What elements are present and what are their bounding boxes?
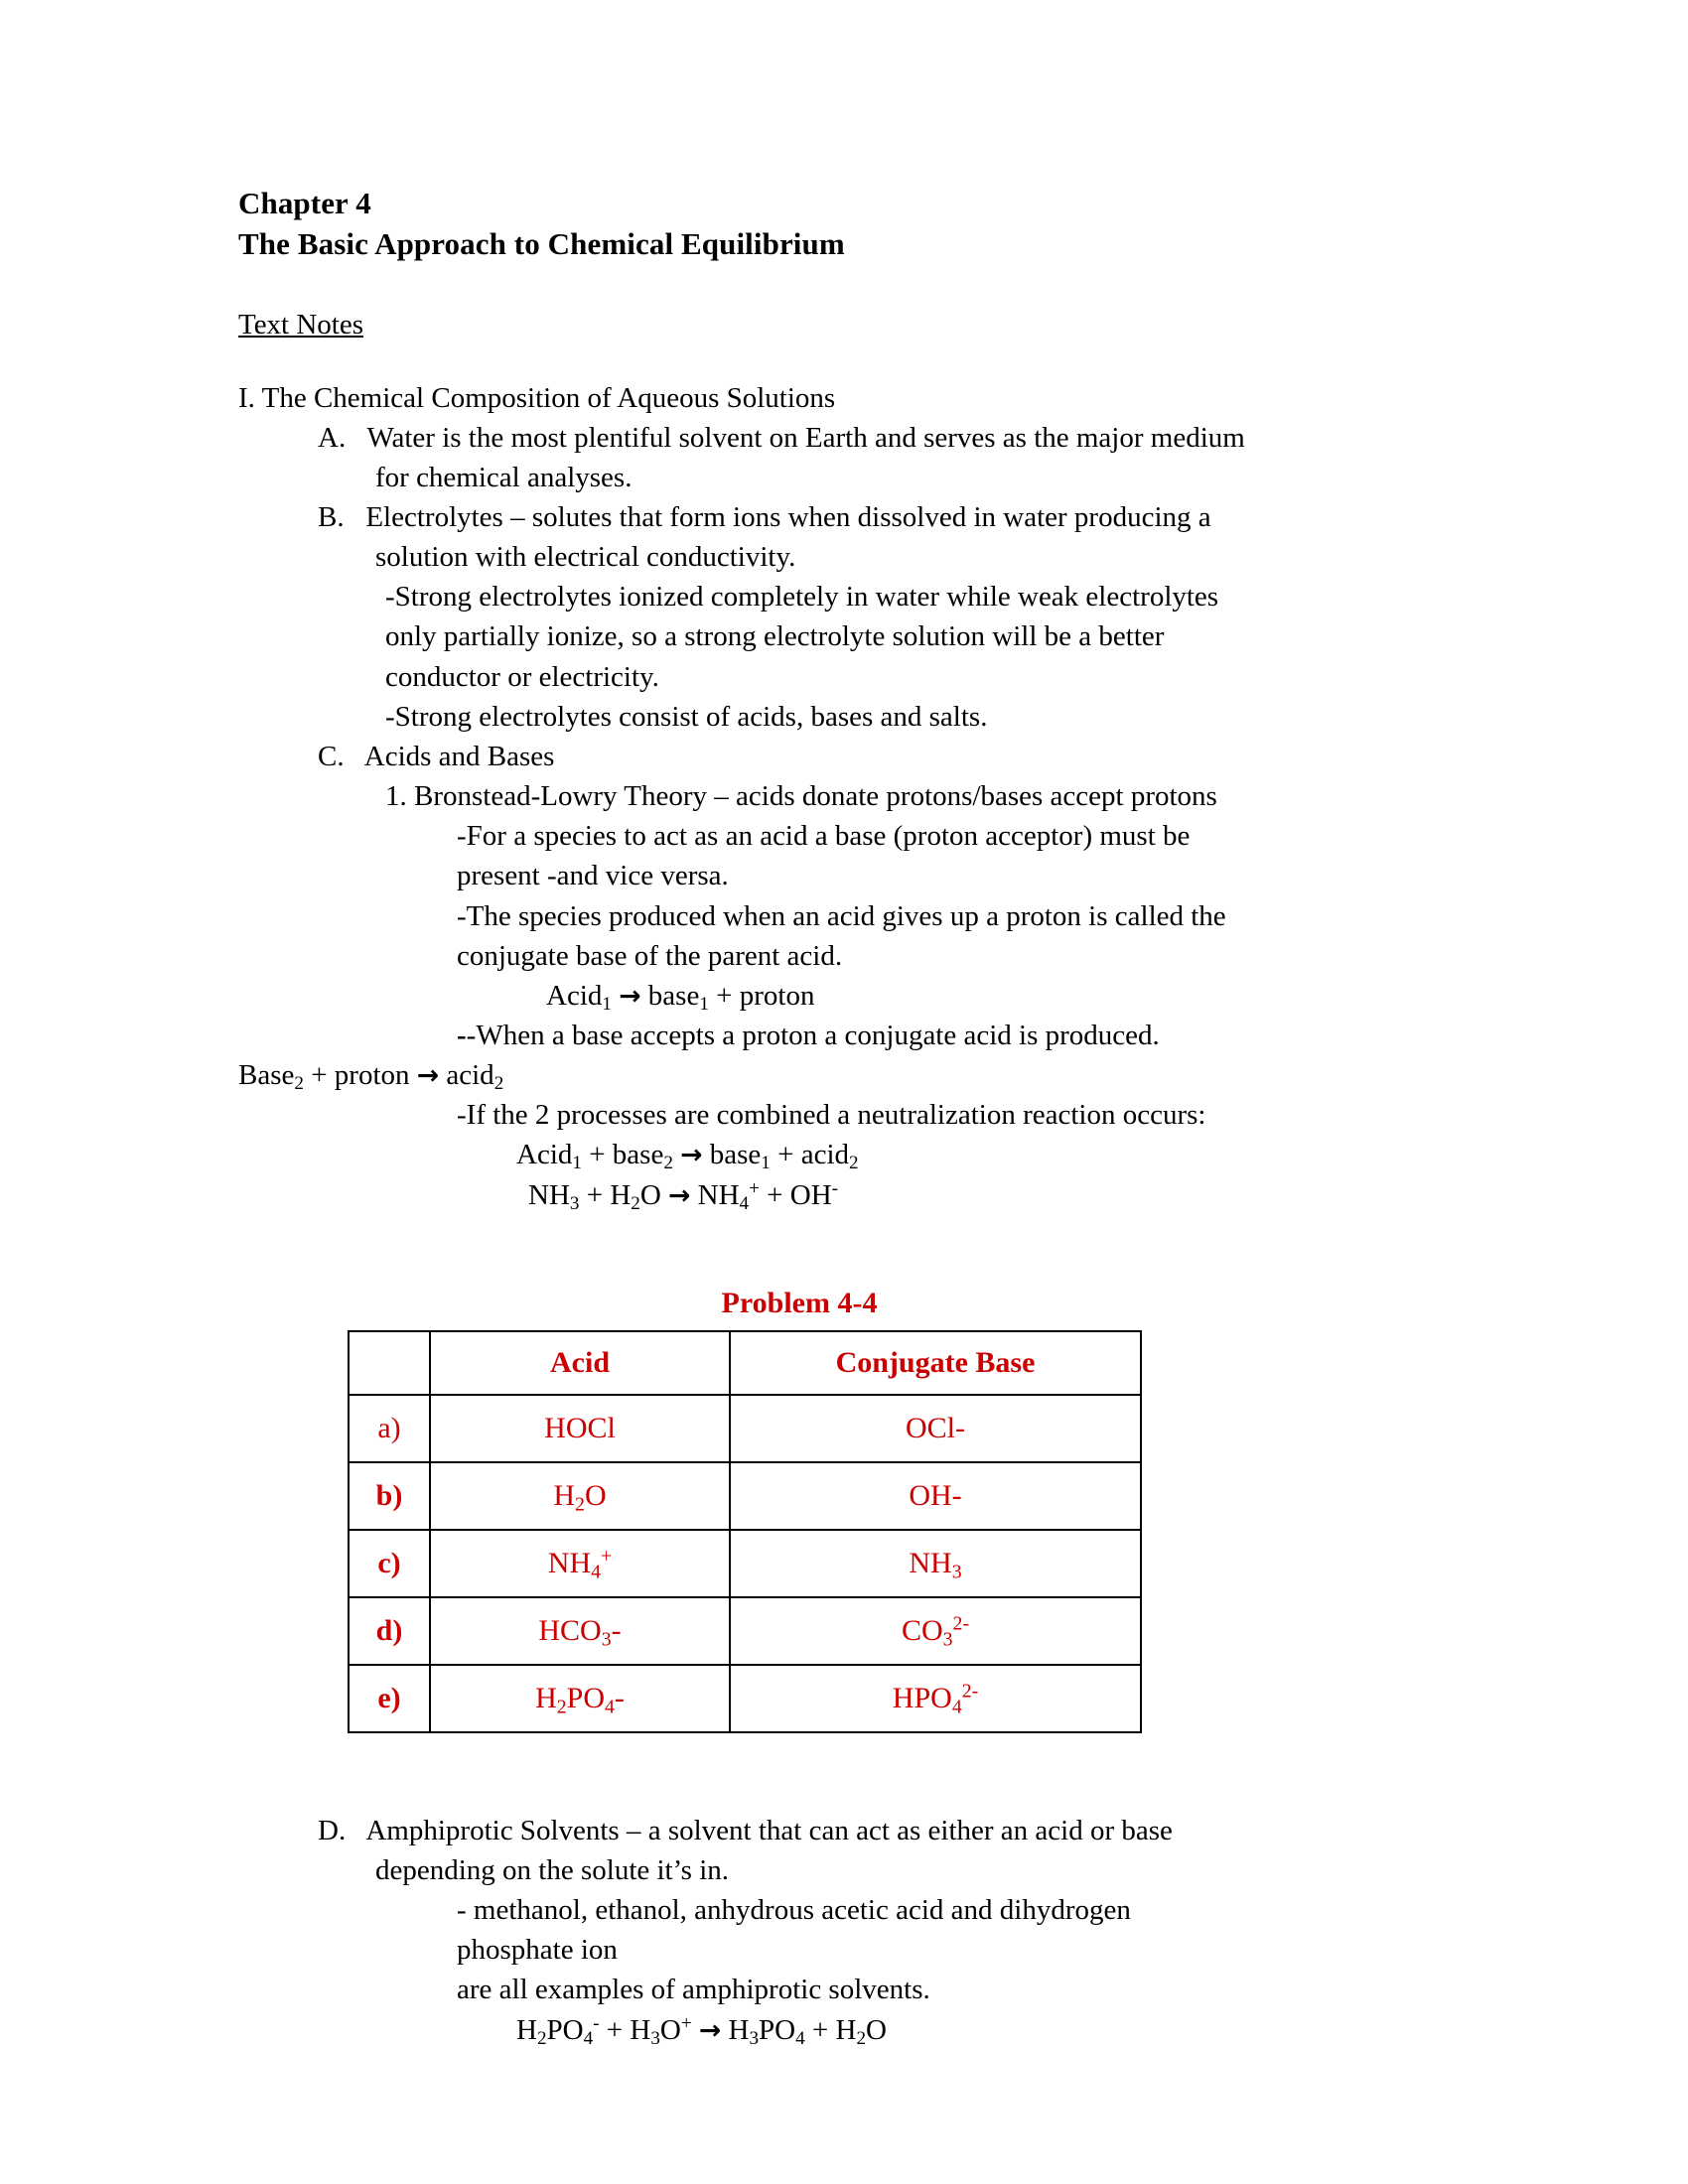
eq2-rhs: acid (446, 1059, 494, 1092)
outline-item-d-marker: D. (318, 1814, 347, 1846)
row-conj-e (730, 1665, 1141, 1732)
problem-table-section (348, 1287, 1142, 1733)
row-label-a: a) (349, 1395, 430, 1462)
text-notes-label: Text Notes (238, 308, 364, 341)
outline-item-d-text: Amphiprotic Solvents – a solvent that can act as either an acid or base (365, 1814, 1173, 1846)
formula-tail: - (611, 1613, 622, 1647)
right-arrow-icon: → (416, 1060, 440, 1092)
eq1-rhs2: proton (739, 979, 815, 1012)
row-acid-c (430, 1530, 730, 1597)
formula-sup: + (601, 1545, 613, 1568)
row-acid-e (430, 1665, 730, 1732)
formula-sub: 3 (951, 1561, 962, 1583)
eq3-plus2: + (777, 1139, 794, 1171)
outline-item-c1-dash1-line2: present -and vice versa. (457, 860, 729, 892)
eq4-d: OH (789, 1178, 832, 1211)
outline-item-a-line2: for chemical analyses. (375, 461, 633, 493)
formula-tail: O (584, 1478, 607, 1512)
eq5-c-sub2: 4 (795, 2027, 805, 2049)
document-title: The Basic Approach to Chemical Equilibrium (238, 225, 845, 261)
outline-item-d-dash-line1: - methanol, ethanol, anhydrous acetic acid and dihydrogen (457, 1894, 1131, 1927)
row-label-e: e) (349, 1665, 430, 1732)
eq3-d-sub: 2 (849, 1153, 859, 1174)
eq5-d-mid: O (866, 2013, 887, 2046)
row-label-c: c) (349, 1530, 430, 1597)
outline-item-c1-dash3 (457, 1016, 1420, 1055)
eq2-plus: + (311, 1059, 328, 1092)
problem-title: Problem 4-4 (721, 1286, 878, 1319)
eq3-c-sub: 1 (761, 1153, 771, 1174)
eq3-a-sub: 1 (572, 1153, 582, 1174)
outline-item-b-dash1-line1: -Strong electrolytes ionized completely in water while weak electrolytes (385, 581, 1219, 614)
eq5-c-mid: PO (759, 2013, 796, 2046)
row-acid-a (430, 1395, 730, 1462)
formula-sub: 3 (942, 1628, 953, 1651)
formula-sub: 4 (951, 1696, 962, 1718)
chapter-heading: Chapter 4 (238, 186, 371, 220)
row-label-b: b) (349, 1462, 430, 1530)
outline-item-d-dash-line3: are all examples of amphiprotic solvents. (457, 1974, 930, 2006)
equation-phosphate-hydronium (516, 2010, 1420, 2050)
outline-item-b (318, 497, 1420, 537)
equation-neutralization (516, 1135, 1420, 1174)
outline-item-b-dash1-line2: only partially ionize, so a strong electrolyte solution will be a better (385, 620, 1165, 653)
outline-item-b-dash1-line3: conductor or electricity. (385, 660, 659, 693)
eq4-c-sub: 4 (739, 1192, 750, 1214)
eq3-b-sub: 2 (663, 1153, 673, 1174)
formula-base: OH- (909, 1478, 962, 1512)
formula-tail: PO (566, 1681, 606, 1714)
eq5-a: H (516, 2013, 537, 2046)
outline-item-b-text: Electrolytes – solutes that form ions when dissolved in water producing a (365, 500, 1211, 533)
outline-item-c (318, 737, 1420, 776)
outline-item-c-marker: C. (318, 740, 345, 772)
eq2-mid: proton (334, 1059, 410, 1092)
eq4-b-sub: 2 (631, 1192, 640, 1214)
formula-sub: 4 (591, 1561, 602, 1583)
right-arrow-icon: → (619, 980, 641, 1012)
right-arrow-icon: → (680, 1140, 703, 1171)
bold-dash: - (457, 1020, 467, 1051)
row-conj-b (730, 1462, 1141, 1530)
outline-list (238, 378, 1420, 1215)
formula-base: CO (901, 1613, 943, 1647)
formula-sup: 2- (961, 1680, 979, 1703)
formula-base: H (553, 1478, 576, 1512)
eq4-a-sub: 3 (569, 1192, 580, 1214)
row-conj-d (730, 1597, 1141, 1665)
table-header-conjugate-base: Conjugate Base (730, 1331, 1141, 1395)
formula-sub: 3 (601, 1628, 612, 1651)
equation-base2-plus-proton (238, 1055, 1420, 1095)
outline-item-c1-dash3-text: -When a base accepts a proton a conjugate acid is produced. (466, 1020, 1160, 1051)
outline-item-b-dash2: -Strong electrolytes consist of acids, bases and salts. (385, 700, 988, 733)
equation-ammonia-water (528, 1175, 1420, 1215)
outline-continued (238, 1811, 1420, 2050)
eq4-c: NH (697, 1178, 740, 1211)
table-head (349, 1331, 1141, 1395)
outline-item-a-marker: A. (318, 421, 347, 454)
outline-item-c1-dash2-line2: conjugate base of the parent acid. (457, 939, 843, 972)
row-label-d: d) (349, 1597, 430, 1665)
eq1-rhs1-sub: 1 (699, 994, 709, 1015)
eq5-b: H (630, 2013, 651, 2046)
eq3-plus1: + (589, 1139, 606, 1171)
eq5-a-sup: - (593, 2012, 600, 2034)
formula-sub: 2 (575, 1493, 585, 1516)
formula-base: H (535, 1681, 557, 1714)
formula-base: OCl- (906, 1411, 965, 1444)
document-body (238, 184, 1420, 2050)
table-header-row (349, 1331, 1141, 1395)
eq5-b-mid: O (659, 2013, 681, 2046)
eq5-d-sub: 2 (856, 2027, 867, 2049)
table-header-blank (349, 1331, 430, 1395)
eq1-lhs-sub: 1 (602, 994, 612, 1015)
table-body (349, 1395, 1141, 1732)
eq5-c: H (728, 2013, 750, 2046)
formula-base: HOCl (544, 1411, 616, 1444)
formula-sub: 2 (556, 1696, 567, 1718)
table-row (349, 1462, 1141, 1530)
eq1-rhs1: base (647, 979, 700, 1012)
acid-conjugate-base-table (348, 1330, 1142, 1733)
spacer (238, 265, 1420, 307)
formula-tail-end: - (614, 1681, 625, 1714)
eq2-rhs-sub: 2 (493, 1073, 504, 1095)
formula-base: HPO (892, 1681, 952, 1714)
table-row (349, 1395, 1141, 1462)
row-acid-b (430, 1462, 730, 1530)
eq1-plus: + (716, 979, 733, 1012)
eq5-b-sup: + (680, 2012, 692, 2034)
outline-item-d (318, 1811, 1420, 1850)
equation-acid1-to-base1 (546, 976, 1420, 1016)
eq3-b: base (612, 1139, 664, 1171)
outline-item-a (318, 418, 1420, 458)
eq3-a: Acid (516, 1139, 573, 1171)
outline-item-c1-dash2-line1: -The species produced when an acid gives up a proton is called the (457, 899, 1226, 932)
eq5-plus2: + (811, 2013, 829, 2046)
row-acid-d (430, 1597, 730, 1665)
formula-base: NH (547, 1546, 592, 1579)
table-header-acid: Acid (430, 1331, 730, 1395)
eq5-a-sub2: 4 (583, 2027, 594, 2049)
table-row (349, 1597, 1141, 1665)
eq4-plus2: + (767, 1178, 783, 1211)
eq5-b-sub: 3 (650, 2027, 660, 2049)
outline-item-c-text: Acids and Bases (363, 740, 555, 772)
outline-item-b-line2: solution with electrical conductivity. (375, 541, 796, 574)
eq4-plus1: + (586, 1178, 604, 1211)
eq2-lhs-sub: 2 (294, 1073, 304, 1095)
outline-item-d-dash-line2: phosphate ion (457, 1934, 618, 1967)
outline-item-c1: 1. Bronstead-Lowry Theory – acids donate protons/bases accept protons (385, 780, 1217, 813)
eq5-a-sub: 2 (536, 2027, 547, 2049)
formula-sup: 2- (952, 1612, 970, 1635)
eq5-d: H (835, 2013, 857, 2046)
table-row (349, 1665, 1141, 1732)
formula-tail-sub: 4 (605, 1696, 615, 1718)
outline-item-b-marker: B. (318, 500, 345, 533)
eq4-c-sup: + (749, 1177, 760, 1199)
eq4-a: NH (528, 1178, 570, 1211)
outline-item-c1-dash1-line1: -For a species to act as an acid a base (proton acceptor) must be (457, 820, 1191, 853)
formula-base: NH (909, 1546, 952, 1579)
table-row (349, 1530, 1141, 1597)
outline-item-d-line2: depending on the solute it’s in. (375, 1853, 730, 1886)
eq5-plus1: + (606, 2013, 624, 2046)
outline-item-c1-dash4: -If the 2 processes are combined a neutralization reaction occurs: (457, 1099, 1206, 1132)
eq4-b-tail: O (639, 1178, 661, 1211)
eq5-c-sub: 3 (749, 2027, 760, 2049)
row-conj-a (730, 1395, 1141, 1462)
formula-base: HCO (538, 1613, 602, 1647)
text-notes-label-wrap (238, 307, 1420, 344)
eq3-c: base (709, 1139, 762, 1171)
right-arrow-icon: → (698, 2014, 722, 2046)
eq3-d: acid (800, 1139, 850, 1171)
eq2-lhs: Base (238, 1059, 295, 1092)
outline-item-roman-i: I. The Chemical Composition of Aqueous Solutions (238, 381, 836, 414)
eq4-b: H (610, 1178, 632, 1211)
right-arrow-icon: → (668, 1179, 691, 1211)
outline-item-a-text: Water is the most plentiful solvent on Earth and serves as the major medium (366, 421, 1245, 454)
eq4-d-sup: - (831, 1177, 839, 1199)
row-conj-c (730, 1530, 1141, 1597)
eq1-lhs: Acid (546, 979, 603, 1012)
eq5-a-mid: PO (546, 2013, 584, 2046)
